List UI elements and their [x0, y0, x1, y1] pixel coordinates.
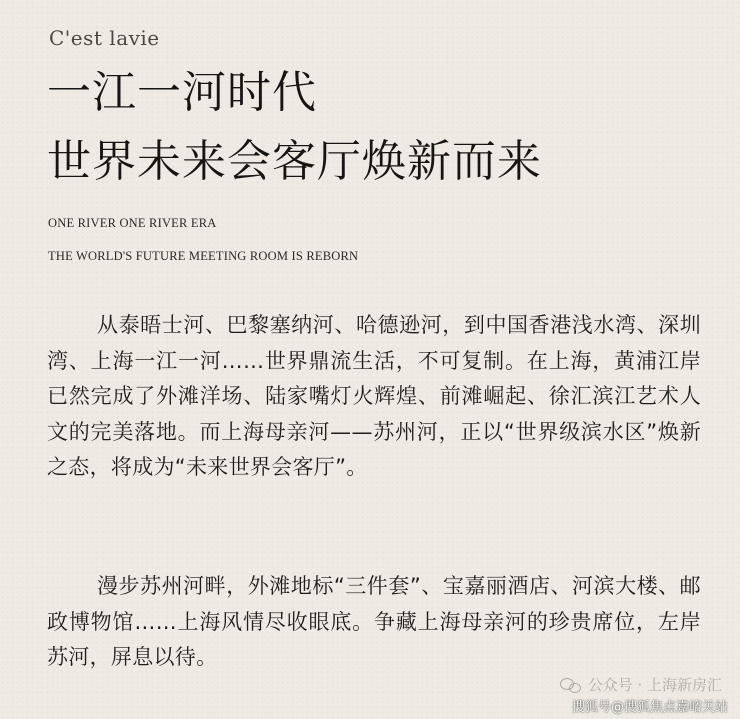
- subtitle-line-1: ONE RIVER ONE RIVER ERA: [48, 216, 217, 230]
- tagline: C'est lavie: [49, 26, 160, 50]
- wechat-icon: [560, 677, 582, 693]
- title-line-1: 一江一河时代: [47, 67, 317, 118]
- paragraph-2: 漫步苏州河畔，外滩地标“三件套”、宝嘉丽酒店、河滨大楼、邮政博物馆……上海风情尽收眼底。争藏上海母亲河的珍贵席位，左岸苏河，屏息以待。: [47, 574, 701, 669]
- title-line-2: 世界未来会客厅焕新而来: [47, 136, 542, 187]
- subtitle-line-2: THE WORLD'S FUTURE MEETING ROOM IS REBORN: [48, 249, 359, 263]
- source-watermark: 搜狐号@搜狐焦点嘉峪关站: [571, 700, 728, 715]
- account-watermark: [560, 674, 722, 695]
- account-label: 公众号 · 上海新房汇: [587, 676, 722, 694]
- paragraph-1: 从泰晤士河、巴黎塞纳河、哈德逊河，到中国香港浅水湾、深圳湾、上海一江一河……世界鼎流生活，不可复制。在上海，黄浦江岸已然完成了外滩洋场、陆家嘴灯火辉煌、前滩崛起、徐汇滨江艺术人文的完美落地。而上海母亲河——苏州河，正以“世界级滨水区”焕新之态，将成为“未来世界会客厅”。: [47, 313, 701, 479]
